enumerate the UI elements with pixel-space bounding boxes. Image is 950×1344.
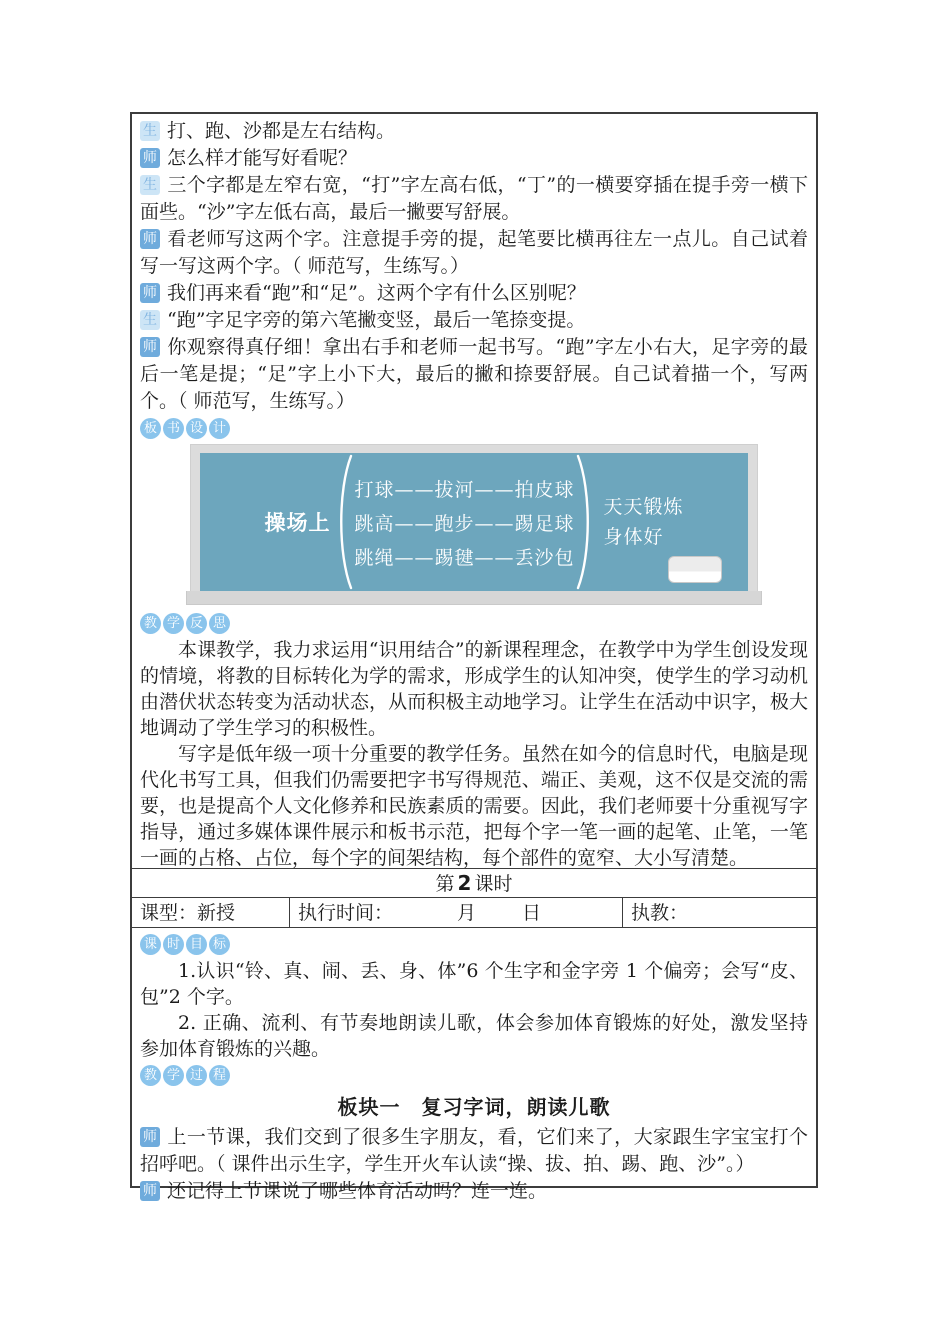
reflection-paragraph: 写字是低年级一项十分重要的教学任务。虽然在如今的信息时代，电脑是现代化书写工具，但我们仍需要把字书写得规范、端正、美观，这不仅是交流的需要，也是提高个人文化修养和民族素质的需要。因此，我们老师要十分重视写字指导，通过多媒体课件展示和板书示范，把每个字一笔一画的起笔、止笔，一笔一画的占格、占位，每个字的间架结构，每个部件的宽窄、大小写清楚。 (140, 743, 808, 869)
student-badge: 生 (140, 121, 160, 141)
board-summary-line: 天天锻炼 (603, 496, 684, 518)
dialogue-text: 我们再来看“跑”和“足”。这两个字有什么区别呢？ (167, 282, 586, 304)
dialogue-line (140, 118, 808, 145)
section-char: 程 (209, 1065, 230, 1086)
board-summary-line: 身体好 (603, 526, 664, 548)
dialogue-line (140, 280, 808, 307)
dialogue-text: 你观察得真仔细！拿出右手和老师一起书写。“跑”字左小右大，足字旁的最后一笔是提；“足”字上小下大，最后的撇和捺要舒展。自己试着描一个，写两个。（ 师范写，生练写。） (140, 336, 808, 412)
course-type-value: 课型：新授 (140, 902, 236, 924)
month-label: 月 (457, 902, 477, 924)
lesson1-content-cell (132, 114, 816, 869)
teacher-badge: 师 (140, 1127, 160, 1147)
dialogue-line (140, 172, 808, 226)
section-char: 教 (140, 613, 161, 634)
section-char: 目 (186, 934, 207, 955)
blackboard-surface (200, 453, 748, 591)
teacher-badge: 师 (140, 1181, 160, 1201)
right-brace-icon (575, 452, 595, 592)
dialogue-line (140, 334, 808, 415)
dialogue-text: 还记得上节课说了哪些体育活动吗？连一连。 (167, 1180, 548, 1202)
lesson-number: 2 (457, 871, 472, 895)
dialogue-text: 打、跑、沙都是左右结构。 (167, 120, 396, 142)
dialogue-text: 三个字都是左窄右宽，“打”字左高右低，“丁”的一横要穿插在提手旁一横下面些。“沙”字左低右高，最后一撇要写舒展。 (140, 174, 808, 223)
board-topic-label: 操场上 (264, 510, 331, 535)
board-design-badge (140, 418, 808, 439)
section-char: 教 (140, 1065, 161, 1086)
section-char: 设 (186, 418, 207, 439)
dialogue-line (140, 145, 808, 172)
reflection-paragraph: 本课教学，我力求运用“识用结合”的新课程理念，在教学中为学生创设发现的情境，将教的目标转化为学的需求，形成学生的认知冲突，使学生的学习动机由潜伏状态转变为活动状态，从而积极主动地学习。让学生在活动中识字，极大地调动了学生学习的积极性。 (140, 639, 808, 739)
section-char: 课 (140, 934, 161, 955)
goal-item: 1.认识“铃、真、闹、丢、身、体”6 个生字和金字旁 1 个偏旁；会写“皮、包”2 个字。 (140, 960, 808, 1008)
lesson2-title-row (132, 869, 816, 898)
lesson2-info-row (132, 898, 816, 928)
section-char: 书 (163, 418, 184, 439)
module-title: 板块一 复习字词，朗读儿歌 (337, 1095, 611, 1119)
section-char: 时 (163, 934, 184, 955)
teacher-badge: 师 (140, 148, 160, 168)
teacher-badge: 师 (140, 337, 160, 357)
dialogue-text: 上一节课，我们交到了很多生字朋友，看，它们来了，大家跟生字宝宝打个招呼吧。（ 课件出示生字，学生开火车认读“操、拔、拍、踢、跑、沙”。） (140, 1126, 808, 1175)
teacher-cell (623, 898, 816, 927)
section-char: 学 (163, 1065, 184, 1086)
board-word-row: 打球——拔河——拍皮球 (354, 478, 575, 501)
exec-time-cell (290, 898, 623, 927)
left-brace-icon (334, 452, 354, 592)
dialogue-text: “跑”字足字旁的第六笔撇变竖，最后一笔捺变提。 (167, 309, 586, 331)
teacher-label: 执教： (631, 902, 689, 924)
student-badge: 生 (140, 310, 160, 330)
blackboard-frame (190, 444, 758, 605)
lesson2-content-cell (132, 928, 816, 1202)
blackboard-illustration (190, 444, 758, 605)
dialogue-text: 看老师写这两个字。注意提手旁的提，起笔要比横再往左一点儿。自己试着写一写这两个字。（ 师范写，生练写。） (140, 228, 808, 277)
day-label: 日 (522, 902, 542, 924)
dialogue-text: 怎么样才能写好看呢？ (167, 147, 358, 169)
dialogue-line (140, 1124, 808, 1178)
section-char: 思 (209, 613, 230, 634)
dialogue-line (140, 1178, 808, 1205)
section-char: 反 (186, 613, 207, 634)
board-word-rows (354, 468, 574, 577)
lesson-title-prefix: 第 (435, 873, 455, 895)
section-char: 学 (163, 613, 184, 634)
eraser-icon (668, 556, 722, 583)
dialogue-line (140, 307, 808, 334)
teaching-reflection-badge (140, 613, 808, 634)
student-badge: 生 (140, 175, 160, 195)
lesson-plan-table (130, 112, 818, 1202)
board-word-row: 跳高——跑步——踢足球 (354, 512, 575, 535)
dialogue-line (140, 226, 808, 280)
lesson-title-suffix: 课时 (474, 873, 513, 895)
section-char: 标 (209, 934, 230, 955)
course-type-cell (132, 898, 290, 927)
teacher-badge: 师 (140, 229, 160, 249)
section-char: 计 (209, 418, 230, 439)
exec-time-label: 执行时间： (298, 902, 394, 924)
board-word-row: 跳绳——踢毽——丢沙包 (354, 546, 575, 569)
teaching-process-badge (140, 1065, 808, 1086)
teacher-badge: 师 (140, 283, 160, 303)
board-summary-lines (604, 492, 684, 552)
section-char: 过 (186, 1065, 207, 1086)
chalk-tray (186, 591, 762, 605)
section-char: 板 (140, 418, 161, 439)
lesson-goals-badge (140, 934, 808, 955)
blackboard-content (264, 452, 683, 592)
goal-item: 2. 正确、流利、有节奏地朗读儿歌，体会参加体育锻炼的好处，激发坚持参加体育锻炼的兴趣。 (140, 1012, 808, 1060)
